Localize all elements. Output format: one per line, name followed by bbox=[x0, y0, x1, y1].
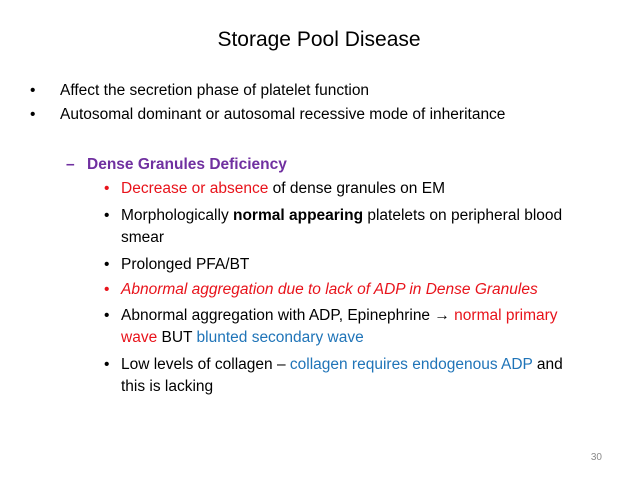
highlight-blue: collagen requires endogenous ADP bbox=[289, 356, 533, 373]
item-bold-text: normal appearing bbox=[233, 207, 364, 224]
bullet-dot: • bbox=[104, 307, 110, 324]
item-text: Abnormal aggregation with ADP, Epinephrine bbox=[121, 307, 435, 324]
highlight-blue: blunted secondary wave bbox=[196, 329, 364, 346]
list-item bbox=[104, 305, 558, 327]
page-number: 30 bbox=[590, 452, 602, 463]
highlight-red: normal primary bbox=[449, 307, 558, 324]
bullet-dot: • bbox=[30, 82, 36, 99]
item-text: this is lacking bbox=[121, 378, 214, 395]
item-text: smear bbox=[121, 229, 165, 246]
item-text: BUT bbox=[157, 329, 197, 346]
bullet-dot: • bbox=[104, 180, 110, 197]
bullet-dot: • bbox=[30, 106, 36, 123]
item-text-italic: Abnormal aggregation due to lack of ADP in Dense Granules bbox=[121, 281, 538, 298]
bullet-dot: • bbox=[104, 207, 110, 224]
subheading-text: Dense Granules Deficiency bbox=[87, 156, 287, 173]
bullet-dot: • bbox=[104, 256, 110, 273]
item-text: Morphologically bbox=[121, 207, 233, 224]
bullet-item bbox=[30, 80, 370, 102]
bullet-item bbox=[30, 104, 506, 126]
item-text: Low levels of collagen – bbox=[121, 356, 290, 373]
bullet-text: Affect the secretion phase of platelet function bbox=[60, 82, 370, 99]
bullet-text: Autosomal dominant or autosomal recessive mode of inheritance bbox=[60, 106, 506, 123]
subheading bbox=[66, 154, 287, 176]
list-item bbox=[104, 254, 250, 276]
list-item bbox=[104, 178, 445, 200]
highlight-red: wave bbox=[121, 329, 158, 346]
arrow-icon: → bbox=[434, 307, 450, 324]
highlight-red: Decrease or absence bbox=[121, 180, 269, 197]
slide-title: Storage Pool Disease bbox=[217, 28, 421, 51]
item-text: and bbox=[532, 356, 563, 373]
bullet-dot: • bbox=[104, 281, 110, 298]
bullet-dot: • bbox=[104, 356, 110, 373]
subheading-dash: – bbox=[66, 156, 75, 173]
item-text: Prolonged PFA/BT bbox=[121, 256, 250, 273]
list-item bbox=[104, 205, 563, 227]
item-text: platelets on peripheral blood bbox=[363, 207, 563, 224]
item-text: of dense granules on EM bbox=[268, 180, 445, 197]
list-item bbox=[104, 354, 563, 376]
list-item bbox=[104, 279, 538, 301]
